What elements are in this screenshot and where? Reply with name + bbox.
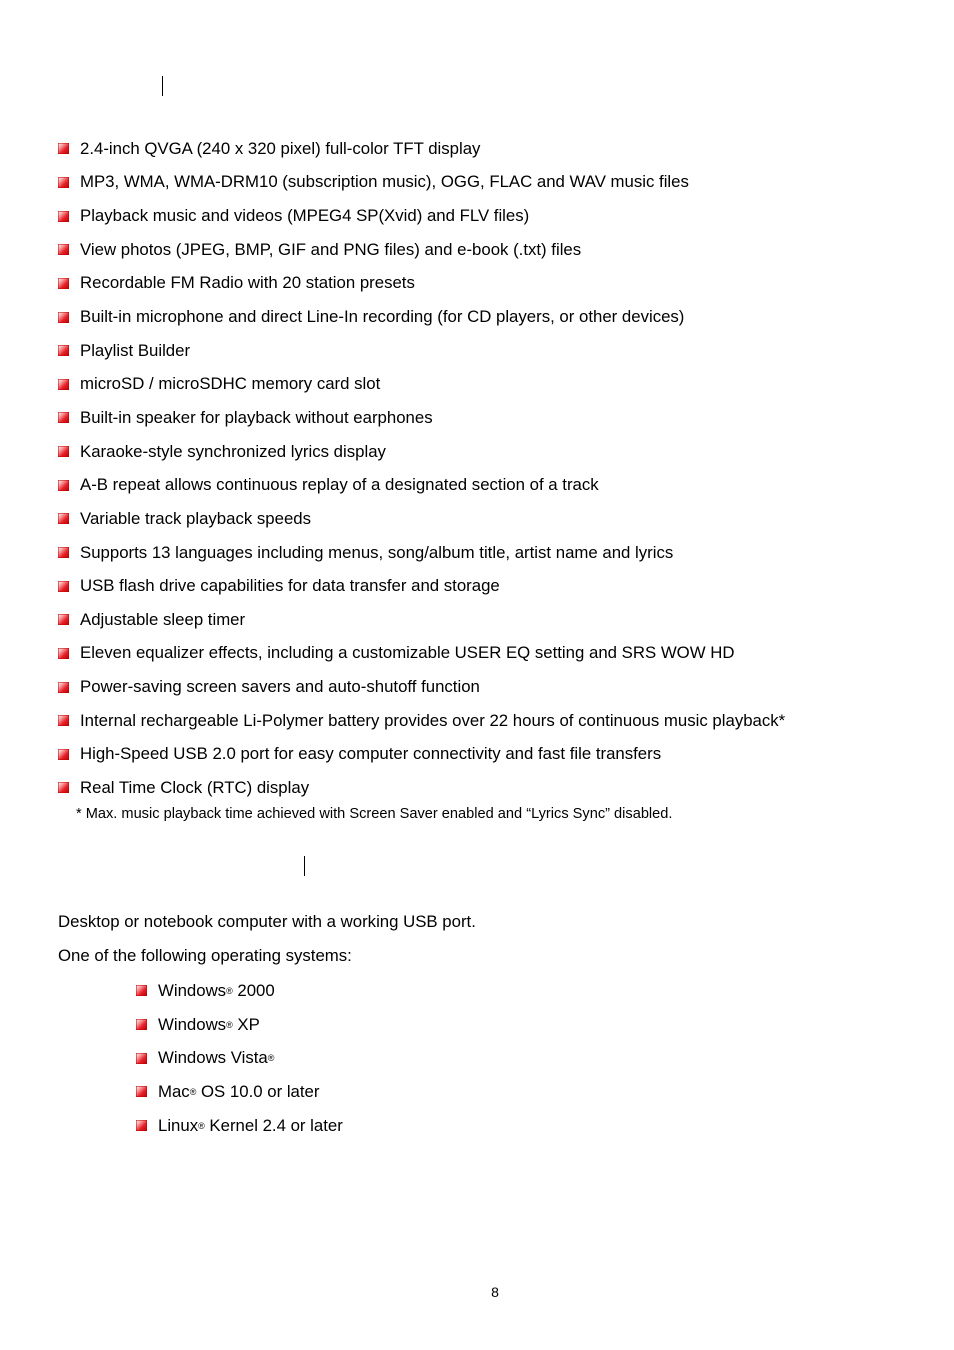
os-version: OS 10.0 or later (196, 1081, 320, 1101)
list-item (58, 536, 785, 570)
list-item: Windows Vista ® (136, 1041, 343, 1075)
square-bullet-icon (58, 446, 69, 457)
os-version: Kernel 2.4 or later (204, 1115, 343, 1135)
square-bullet-icon (58, 211, 69, 222)
list-item (58, 367, 785, 401)
square-bullet-icon (58, 782, 69, 793)
list-item (58, 502, 785, 536)
square-bullet-icon (58, 312, 69, 323)
feature-text: High-Speed USB 2.0 port for easy computer connectivity and fast file transfers (80, 744, 662, 764)
feature-list (58, 132, 785, 805)
os-name: Mac (158, 1081, 190, 1101)
square-bullet-icon (58, 177, 69, 188)
list-item (58, 132, 785, 166)
os-name: Windows (158, 980, 227, 1000)
square-bullet-icon (136, 1053, 147, 1064)
list-item (58, 704, 785, 738)
square-bullet-icon (58, 513, 69, 524)
feature-text: Recordable FM Radio with 20 station presets (80, 273, 415, 293)
os-name: Windows (158, 1014, 227, 1034)
os-name: Linux (158, 1115, 199, 1135)
list-item (58, 637, 785, 671)
list-item (58, 468, 785, 502)
feature-text: Supports 13 languages including menus, song/album title, artist name and lyrics (80, 542, 674, 562)
list-item: Mac ® OS 10.0 or later (136, 1075, 343, 1109)
square-bullet-icon (58, 581, 69, 592)
feature-text: A-B repeat allows continuous replay of a designated section of a track (80, 475, 599, 495)
os-requirement-intro: One of the following operating systems: (58, 946, 352, 965)
feature-text: View photos (JPEG, BMP, GIF and PNG files) and e-book (.txt) files (80, 239, 582, 259)
section-heading-marker (162, 76, 163, 96)
battery-footnote: * Max. music playback time achieved with Screen Saver enabled and “Lyrics Sync” disabled. (76, 806, 673, 822)
list-item (58, 738, 785, 772)
square-bullet-icon (58, 345, 69, 356)
list-item (58, 569, 785, 603)
square-bullet-icon (58, 143, 69, 154)
list-item (58, 199, 785, 233)
square-bullet-icon (58, 749, 69, 760)
os-version: 2000 (232, 980, 275, 1000)
os-version: XP (232, 1014, 260, 1034)
square-bullet-icon (58, 614, 69, 625)
square-bullet-icon (58, 412, 69, 423)
square-bullet-icon (136, 1120, 147, 1131)
list-item (58, 435, 785, 469)
os-name: Windows Vista (158, 1048, 268, 1068)
list-item (58, 670, 785, 704)
square-bullet-icon (58, 278, 69, 289)
feature-text: Real Time Clock (RTC) display (80, 777, 310, 797)
feature-text: Eleven equalizer effects, including a customizable USER EQ setting and SRS WOW HD (80, 643, 735, 663)
list-item: Windows ® 2000 (136, 974, 343, 1008)
feature-text: 2.4-inch QVGA (240 x 320 pixel) full-color TFT display (80, 138, 481, 158)
feature-text: Built-in speaker for playback without earphones (80, 407, 433, 427)
square-bullet-icon (58, 648, 69, 659)
feature-text: microSD / microSDHC memory card slot (80, 374, 381, 394)
list-item (58, 771, 785, 805)
square-bullet-icon (136, 985, 147, 996)
list-item (58, 267, 785, 301)
square-bullet-icon (58, 547, 69, 558)
list-item (58, 401, 785, 435)
feature-text: Karaoke-style synchronized lyrics display (80, 441, 386, 461)
feature-text: Power-saving screen savers and auto-shutoff function (80, 677, 480, 697)
square-bullet-icon (58, 379, 69, 390)
feature-text: Built-in microphone and direct Line-In recording (for CD players, or other devices) (80, 307, 685, 327)
feature-text: Variable track playback speeds (80, 508, 312, 528)
square-bullet-icon (136, 1019, 147, 1030)
list-item (58, 300, 785, 334)
feature-text: Playback music and videos (MPEG4 SP(Xvid) and FLV files) (80, 206, 530, 226)
feature-text: Playlist Builder (80, 340, 191, 360)
page-number: 8 (491, 1284, 499, 1300)
square-bullet-icon (58, 715, 69, 726)
list-item: Linux ® Kernel 2.4 or later (136, 1109, 343, 1143)
list-item (58, 334, 785, 368)
section-heading-marker (304, 856, 305, 876)
os-list (136, 974, 343, 1142)
feature-text: MP3, WMA, WMA-DRM10 (subscription music), OGG, FLAC and WAV music files (80, 172, 689, 192)
list-item (58, 233, 785, 267)
computer-requirement: Desktop or notebook computer with a working USB port. (58, 912, 476, 931)
feature-text: USB flash drive capabilities for data transfer and storage (80, 576, 500, 596)
list-item (58, 166, 785, 200)
square-bullet-icon (58, 244, 69, 255)
square-bullet-icon (136, 1086, 147, 1097)
feature-text: Adjustable sleep timer (80, 609, 246, 629)
list-item: Windows ® XP (136, 1008, 343, 1042)
list-item (58, 603, 785, 637)
square-bullet-icon (58, 480, 69, 491)
feature-text: Internal rechargeable Li-Polymer battery provides over 22 hours of continuous music playback* (80, 710, 786, 730)
square-bullet-icon (58, 682, 69, 693)
